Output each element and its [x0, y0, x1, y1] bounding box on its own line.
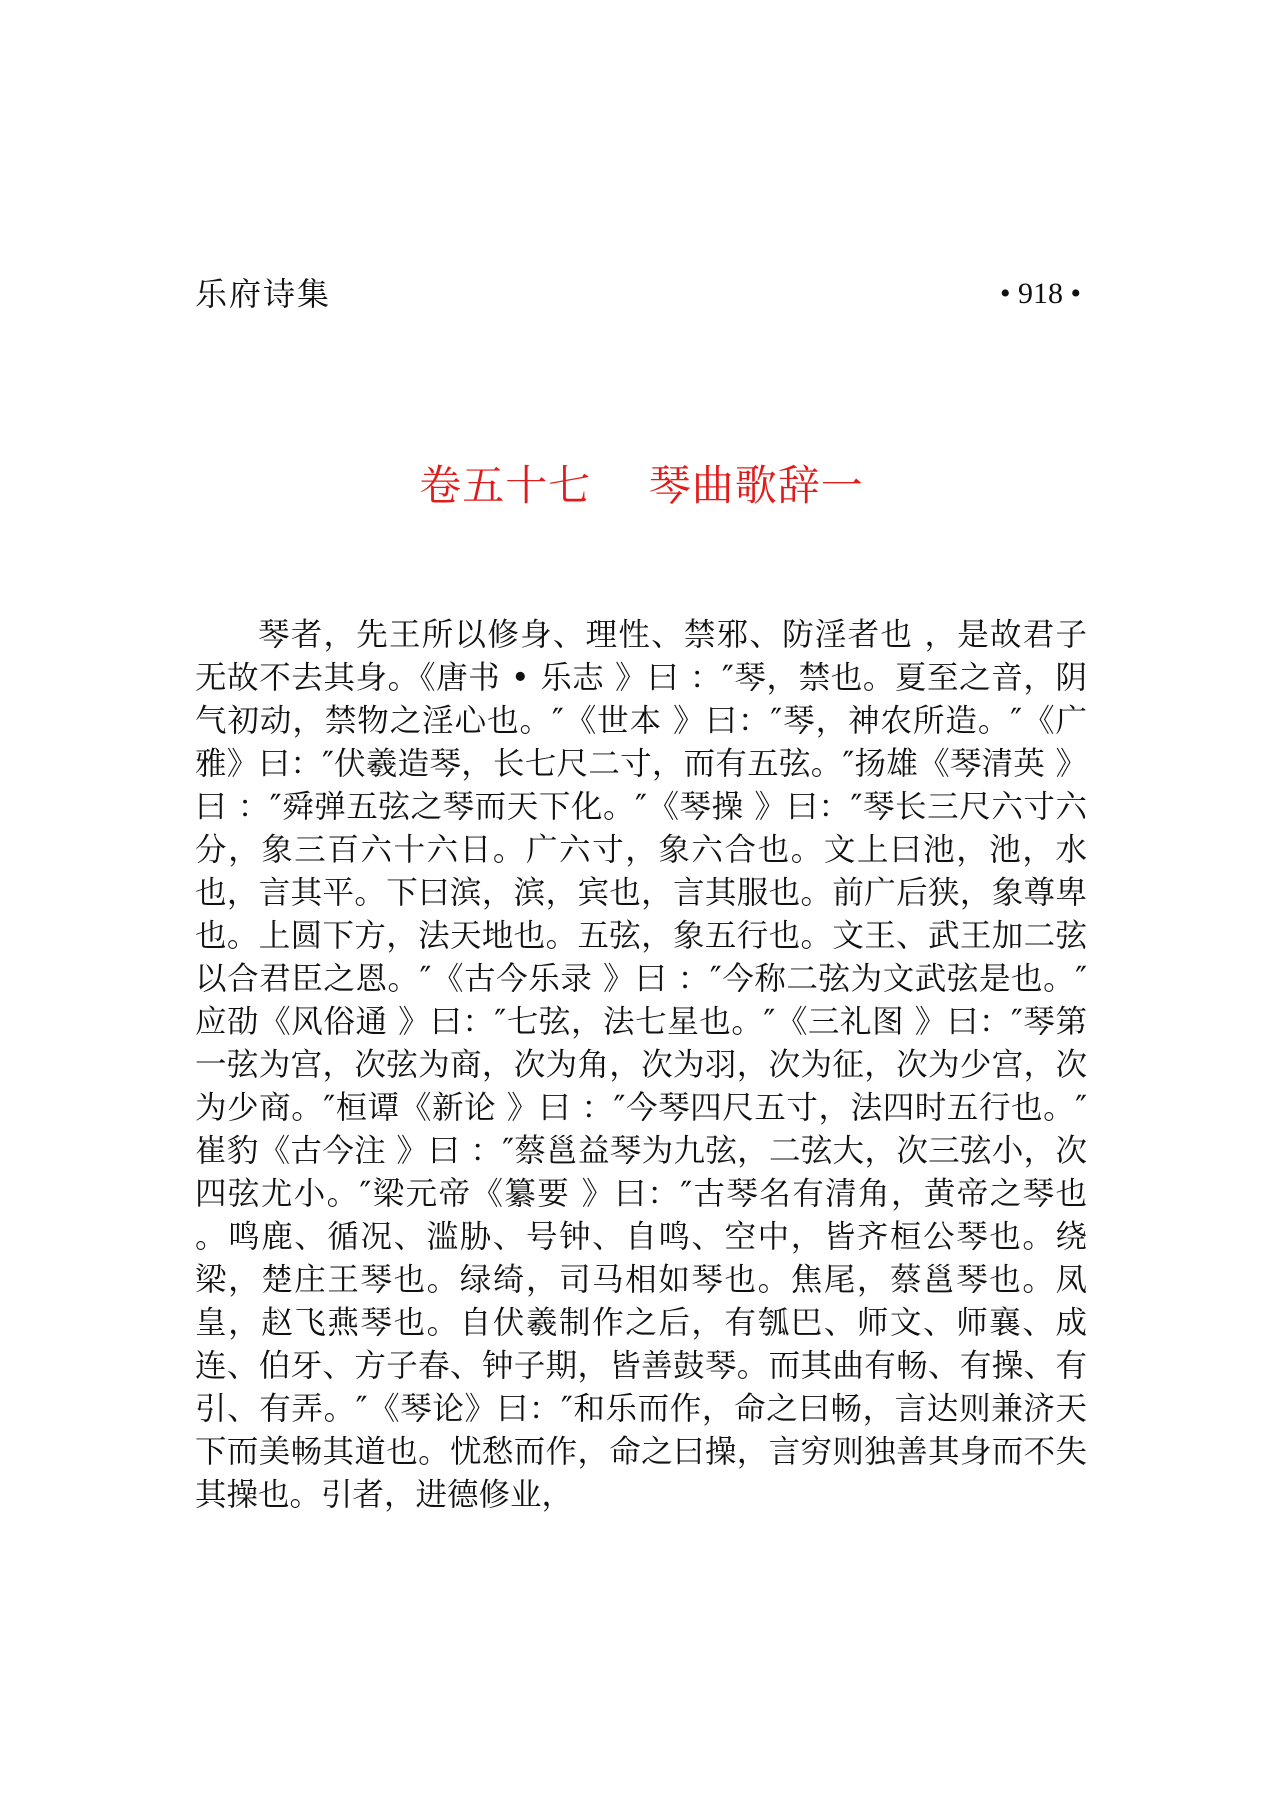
book-title: 乐府诗集 [195, 275, 332, 313]
page-number: • 918 • [999, 277, 1081, 310]
chapter-title: 卷五十七 琴曲歌辞一 [419, 461, 864, 510]
body-paragraph: 琴者，先王所以修身、理性、禁邪、防淫者也 ，是故君子无故不去其身。《唐书 • 乐志 》曰 ：″琴，禁也。夏至之音，阴气初动，禁物之淫心也。″《世本 》曰：″琴，神农所造。″《广雅》曰：″伏羲造琴，长七尺二寸，而有五弦。″扬雄《琴清英 》曰 ：″舜弹五弦之琴而天下化。″《琴操 》曰：″琴长三尺六寸六分，象三百六十六日。广六寸，象六合也。文上曰池，池，水也，言其平。下曰滨，滨，宾也，言其服也。前广后狭，象尊卑也。上圆下方，法天地也。五弦，象五行也。文王、武王加二弦以合君臣之恩。″《古今乐录 》曰 ：″今称二弦为文武弦是也。″应劭《风俗通 》曰：″七弦，法七星也。″《三礼图 》曰：″琴第一弦为宫，次弦为商，次为角，次为羽，次为征，次为少宫，次为少商。″桓谭《新论 》曰 ：″今琴四尺五寸，法四时五行也。″崔豹《古今注 》曰 ：″蔡邕益琴为九弦，二弦大，次三弦小，次四弦尤小。″梁元帝《纂要 》曰：″古琴名有清角，黄帝之琴也 。鸣鹿、循况、滥胁、号钟、自鸣、空中，皆齐桓公琴也。绕梁，楚庄王琴也。绿绮，司马相如琴也。焦尾，蔡邕琴也。凤皇，赵飞燕琴也。自伏羲制作之后，有瓠巴、师文、师襄、成连、伯牙、方子春、钟子期，皆善鼓琴。而其曲有畅、有操、有引、有弄。″《琴论》曰：″和乐而作，命之曰畅，言达则兼济天下而美畅其道也。忧愁而作，命之曰操，言穷则独善其身而不失其操也。引者，进德修业， [195, 617, 1087, 1513]
page-header [195, 272, 1081, 316]
